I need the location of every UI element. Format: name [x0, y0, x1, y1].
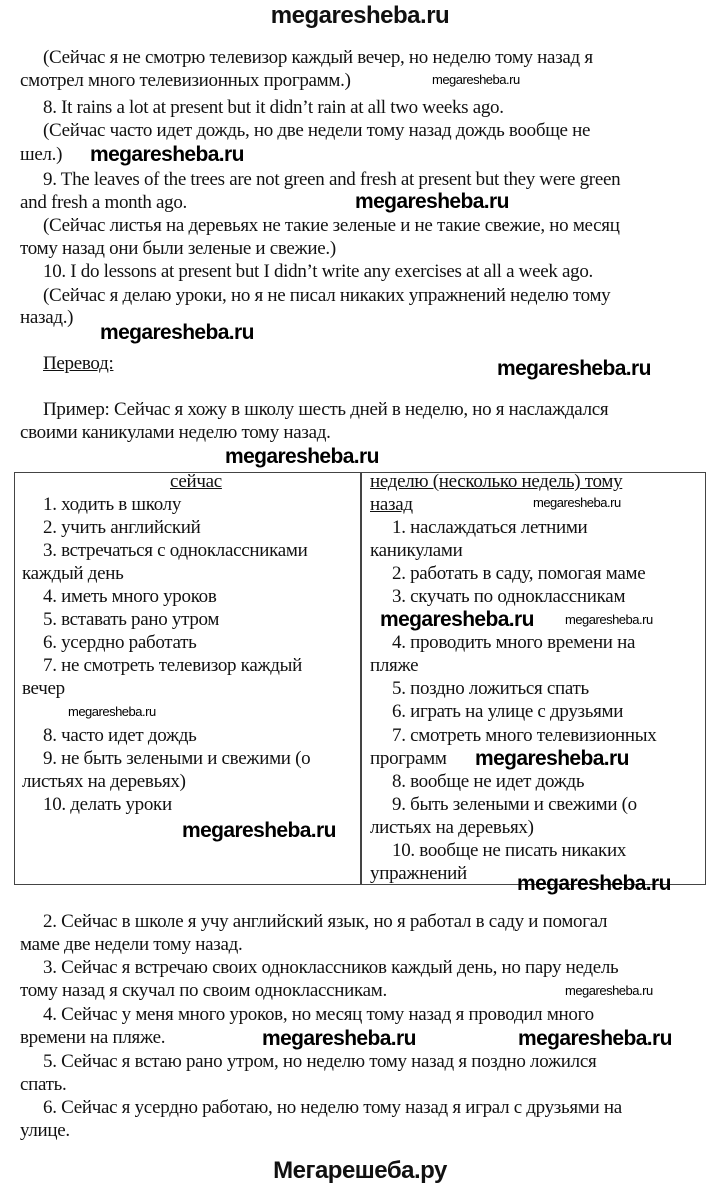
watermark: megaresheba.ru	[225, 445, 379, 468]
table-cell-line: программ	[370, 748, 447, 769]
site-footer: Мегарешеба.ру	[273, 1157, 447, 1184]
watermark: megaresheba.ru	[355, 190, 509, 213]
table-cell-line: 9. не быть зелеными и свежими (о	[43, 748, 311, 769]
text-line: 4. Сейчас у меня много уроков, но месяц тому назад я проводил много	[43, 1004, 594, 1025]
text-line: Пример: Сейчас я хожу в школу шесть дней в неделю, но я наслаждался	[43, 399, 609, 420]
text-line: 8. It rains a lot at present but it didn’t rain at all two weeks ago.	[43, 97, 504, 118]
watermark: megaresheba.ru	[565, 983, 653, 998]
table-cell-line: 5. вставать рано утром	[43, 609, 220, 630]
table-cell-line: 4. проводить много времени на	[392, 632, 636, 653]
text-line: спать.	[20, 1074, 67, 1095]
text-line: (Сейчас листья на деревьях не такие зеленые и не такие свежие, но месяц	[43, 215, 620, 236]
table-cell-line: 6. играть на улице с друзьями	[392, 701, 624, 722]
text-line: (Сейчас часто идет дождь, но две недели тому назад дождь вообще не	[43, 120, 591, 141]
text-line: 2. Сейчас в школе я учу английский язык, но я работал в саду и помогал	[43, 911, 608, 932]
table-cell-line: пляже	[370, 655, 419, 676]
text-line: 10. I do lessons at present but I didn’t write any exercises at all a week ago.	[43, 261, 594, 282]
watermark: megaresheba.ru	[380, 608, 534, 631]
watermark: megaresheba.ru	[68, 704, 156, 719]
table-cell-line: 3. встречаться с одноклассниками	[43, 540, 308, 561]
text-line: 6. Сейчас я усердно работаю, но неделю тому назад я играл с друзьями на	[43, 1097, 622, 1118]
watermark: megaresheba.ru	[518, 1027, 672, 1050]
watermark: megaresheba.ru	[533, 495, 621, 510]
text-line: улице.	[20, 1120, 70, 1141]
table-cell-line: 10. делать уроки	[43, 794, 172, 815]
table-cell-line: 8. часто идет дождь	[43, 725, 197, 746]
table-cell-line: 7. не смотреть телевизор каждый	[43, 655, 302, 676]
table-cell-line: 1. ходить в школу	[43, 494, 182, 515]
table-cell-line: 3. скучать по одноклассникам	[392, 586, 626, 607]
table-cell-line: 1. наслаждаться летними	[392, 517, 588, 538]
text-line: назад.)	[20, 307, 74, 328]
text-line: времени на пляже.	[20, 1027, 166, 1048]
table-cell-line: 7. смотреть много телевизионных	[392, 725, 657, 746]
text-line: 9. The leaves of the trees are not green and fresh at present but they were green	[43, 169, 621, 190]
table-cell-line: 10. вообще не писать никаких	[392, 840, 627, 861]
text-line: тому назад они были зеленые и свежие.)	[20, 238, 336, 259]
site-header: megaresheba.ru	[270, 2, 450, 29]
watermark: megaresheba.ru	[182, 819, 336, 842]
table-cell-line: 4. иметь много уроков	[43, 586, 217, 607]
text-line: тому назад я скучал по своим одноклассникам.	[20, 980, 387, 1001]
watermark: megaresheba.ru	[100, 321, 254, 344]
right-column-header: назад	[370, 494, 413, 515]
text-line: and fresh a month ago.	[20, 192, 187, 213]
table-cell-line: каникулами	[370, 540, 463, 561]
table-cell-line: 5. поздно ложиться спать	[392, 678, 589, 699]
text-line: своими каникулами неделю тому назад.	[20, 422, 331, 443]
watermark: megaresheba.ru	[475, 747, 629, 770]
right-column-header: неделю (несколько недель) тому	[370, 471, 623, 492]
table-cell-line: 2. работать в саду, помогая маме	[392, 563, 646, 584]
text-line: маме две недели тому назад.	[20, 934, 243, 955]
text-line: шел.)	[20, 144, 63, 165]
watermark: megaresheba.ru	[565, 612, 653, 627]
table-cell-line: 2. учить английский	[43, 517, 201, 538]
table-cell-line: 8. вообще не идет дождь	[392, 771, 585, 792]
watermark: megaresheba.ru	[497, 357, 651, 380]
watermark: megaresheba.ru	[432, 72, 520, 87]
watermark: megaresheba.ru	[90, 143, 244, 166]
table-cell-line: каждый день	[22, 563, 124, 584]
text-line: (Сейчас я не смотрю телевизор каждый вечер, но неделю тому назад я	[43, 47, 593, 68]
table-cell-line: упражнений	[370, 863, 467, 884]
table-cell-line: листьях на деревьях)	[22, 771, 186, 792]
text-line: 3. Сейчас я встречаю своих одноклассников каждый день, но пару недель	[43, 957, 619, 978]
table-cell-line: вечер	[22, 678, 65, 699]
watermark: megaresheba.ru	[517, 872, 671, 895]
watermark: megaresheba.ru	[262, 1027, 416, 1050]
table-cell-line: листьях на деревьях)	[370, 817, 534, 838]
left-column-header: сейчас	[170, 471, 222, 492]
text-line: смотрел много телевизионных программ.)	[20, 70, 351, 91]
translation-heading: Перевод:	[43, 353, 114, 374]
table-cell-line: 6. усердно работать	[43, 632, 197, 653]
table-cell-line: 9. быть зелеными и свежими (о	[392, 794, 637, 815]
text-line: 5. Сейчас я встаю рано утром, но неделю тому назад я поздно ложился	[43, 1051, 597, 1072]
text-line: (Сейчас я делаю уроки, но я не писал никаких упражнений неделю тому	[43, 285, 611, 306]
table-divider	[360, 472, 362, 885]
